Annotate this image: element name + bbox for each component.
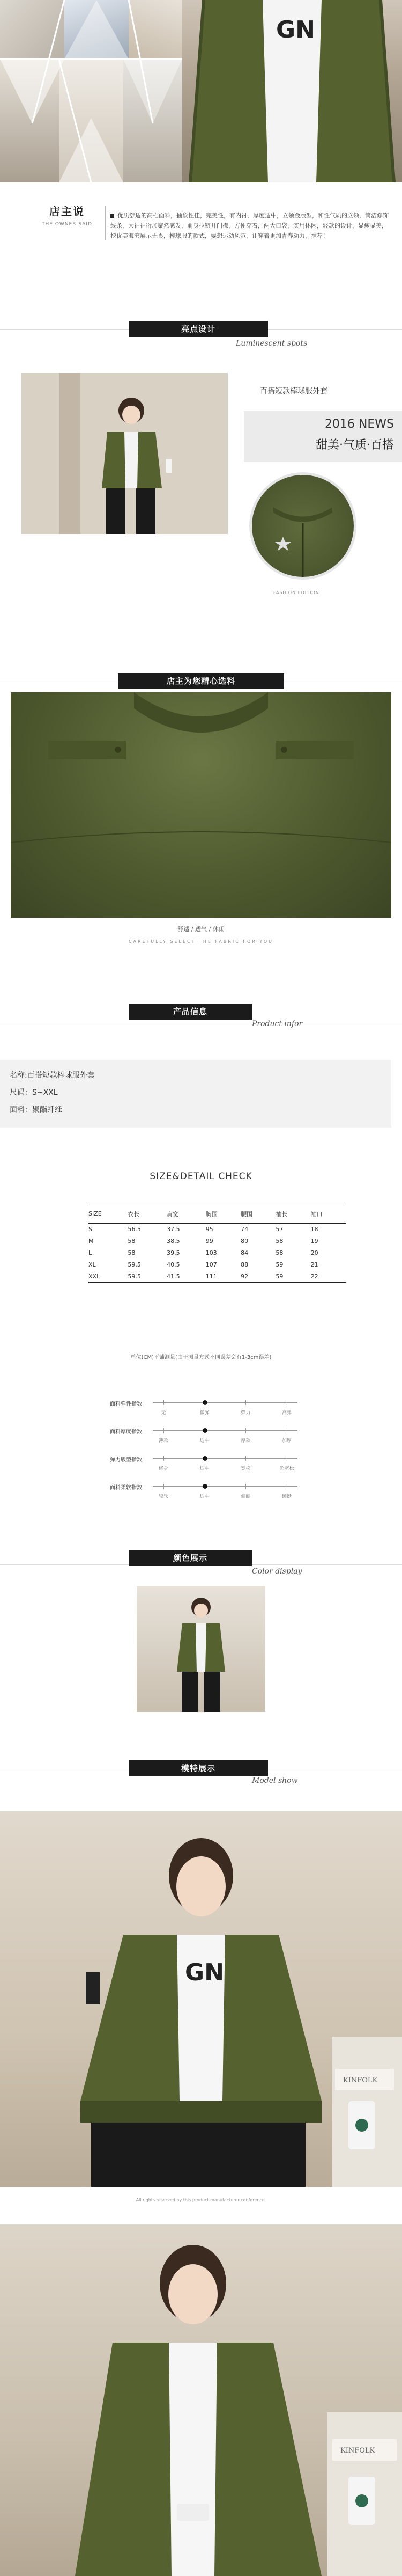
attribute-option: 修身 xyxy=(158,1466,168,1472)
attribute-tick xyxy=(163,1400,164,1405)
attribute-option: 适中 xyxy=(199,1438,210,1444)
collage-frame-overlay xyxy=(0,0,182,182)
table-cell: 57 xyxy=(276,1226,284,1233)
header-cell: 腰围 xyxy=(241,1204,276,1224)
table-cell: 59.5 xyxy=(128,1271,167,1283)
attribute-option: 弹力 xyxy=(241,1410,251,1416)
attribute-option: 适中 xyxy=(199,1494,210,1499)
model-photo-2 xyxy=(0,2224,402,2576)
owner-says-text xyxy=(110,210,389,241)
size-chart-title: SIZE&DETAIL CHECK xyxy=(150,1171,252,1182)
table-cell: 107 xyxy=(205,1261,217,1268)
table-cell: 20 xyxy=(310,1249,318,1256)
header-cell: 袖长 xyxy=(276,1204,310,1224)
section-script-color: Color display xyxy=(252,1567,302,1576)
svg-text:GN: GN xyxy=(276,16,315,43)
attribute-selected-dot xyxy=(203,1456,207,1461)
table-cell: M xyxy=(88,1238,94,1245)
attribute-option: 厚款 xyxy=(241,1438,251,1444)
table-cell: 92 xyxy=(241,1271,276,1283)
table-cell: 22 xyxy=(311,1271,346,1283)
product-info-box xyxy=(0,1060,391,1128)
attribute-label: 弹力版型指数 xyxy=(110,1457,142,1463)
table-cell: 39.5 xyxy=(167,1249,180,1256)
attribute-option: 微弹 xyxy=(199,1410,210,1416)
section-label-model: 模特展示 xyxy=(129,1760,268,1776)
table-cell: L xyxy=(88,1249,92,1256)
attribute-tick xyxy=(245,1428,246,1433)
lifestyle-collage xyxy=(0,0,182,182)
table-cell: 99 xyxy=(205,1238,213,1245)
info-size: 尺码：S~XXL xyxy=(10,1088,58,1097)
table-cell: 38.5 xyxy=(167,1238,180,1245)
size-table xyxy=(88,1204,346,1283)
color-swatch-photo xyxy=(137,1586,265,1712)
section-label-info: 产品信息 xyxy=(129,1004,252,1020)
model-photo-1 xyxy=(0,1811,402,2187)
size-note: 单位(CM)平铺测量(由于测量方式不同误差会有1-3cm误差) xyxy=(130,1355,272,1360)
attribute-option: 超宽松 xyxy=(279,1466,294,1472)
header-cell: 袖口 xyxy=(311,1204,346,1224)
table-row xyxy=(88,1224,346,1235)
attribute-selected-dot xyxy=(203,1484,207,1489)
table-cell: 41.5 xyxy=(167,1271,206,1283)
table-cell: 111 xyxy=(206,1271,241,1283)
table-cell: XL xyxy=(88,1261,96,1268)
attribute-option: 加厚 xyxy=(281,1438,292,1444)
hero-banner xyxy=(0,0,402,182)
table-cell: 80 xyxy=(241,1238,249,1245)
attribute-tick xyxy=(245,1400,246,1405)
attribute-scale-row xyxy=(110,1398,303,1421)
attribute-selected-dot xyxy=(203,1428,207,1433)
table-cell: 58 xyxy=(128,1249,136,1256)
svg-text:GN: GN xyxy=(185,1959,224,1986)
section-script-model: Model show xyxy=(252,1776,298,1785)
table-cell: 84 xyxy=(241,1249,249,1256)
highlight-product-name: 百搭短款棒球服外套 xyxy=(260,387,327,396)
owner-says-heading: 店主说 xyxy=(49,205,85,218)
attribute-scale-row xyxy=(110,1454,303,1476)
header-cell: 胸围 xyxy=(206,1204,241,1224)
section-label-color: 颜色展示 xyxy=(129,1550,252,1566)
owner-says-body: 优质舒适的高档面料，抽象性佳，完美性，有内衬，厚度适中，立领金版型，和性气质的立领，简洁修饰线条，大袖袖衍加聚然感发，前身拉链开门襟，方便穿着，两大口袋，实用休闲，轻款的设计，显瘦显美，挖优美海滨展示无畏，棒球服的款式，要想运动风范，让穿着更加青春动力，推荐！ xyxy=(110,212,389,239)
table-cell: 18 xyxy=(310,1226,318,1233)
attribute-selected-dot xyxy=(203,1400,207,1405)
attribute-option: 高弹 xyxy=(281,1410,292,1416)
highlight-edition: FASHION EDITION xyxy=(273,590,319,595)
attribute-label: 面料弹性指数 xyxy=(110,1401,142,1407)
attribute-tick xyxy=(245,1484,246,1489)
highlight-detail-zoom xyxy=(249,472,356,580)
size-table-header xyxy=(88,1204,346,1224)
header-cell: 衣长 xyxy=(128,1204,167,1224)
table-cell: 59 xyxy=(276,1271,310,1283)
section-label-fabric: 店主为您精心选料 xyxy=(118,673,284,689)
highlight-model-photo xyxy=(21,373,228,534)
table-cell: 56.5 xyxy=(128,1226,141,1233)
table-row xyxy=(88,1247,346,1259)
table-cell: 88 xyxy=(241,1261,249,1268)
fabric-caption-cn: 舒适 / 透气 / 休闲 xyxy=(177,926,225,933)
attribute-scale-row xyxy=(110,1482,303,1504)
info-name: 名称:百搭短款棒球服外套 xyxy=(10,1071,95,1080)
attribute-scale-bar xyxy=(153,1486,297,1487)
section-script-info: Product infor xyxy=(252,1020,303,1028)
attribute-tick xyxy=(163,1484,164,1489)
table-cell: 40.5 xyxy=(167,1261,180,1268)
attribute-option: 硬挺 xyxy=(281,1494,292,1499)
owner-says-title xyxy=(32,203,102,227)
table-row xyxy=(88,1235,346,1247)
table-cell: 74 xyxy=(241,1226,249,1233)
owner-says-subheading: THE OWNER SAID xyxy=(42,222,92,227)
table-cell: 59.5 xyxy=(128,1261,141,1268)
table-cell: XXL xyxy=(88,1271,128,1283)
table-cell: 95 xyxy=(205,1226,213,1233)
attribute-label: 面料厚度指数 xyxy=(110,1429,142,1435)
highlight-news: 2016 NEWS xyxy=(324,418,394,431)
bullet-square-icon xyxy=(110,214,114,218)
attribute-scale-bar xyxy=(153,1458,297,1459)
fabric-detail-photo xyxy=(11,692,391,918)
model-caption: All rights reserved by this product manufacturer conference. xyxy=(136,2198,266,2202)
attribute-option: 较软 xyxy=(158,1494,168,1499)
table-cell: 58 xyxy=(276,1249,284,1256)
attribute-option: 薄款 xyxy=(158,1438,168,1444)
attribute-tick xyxy=(163,1428,164,1433)
info-material: 面料：聚酯纤维 xyxy=(10,1106,62,1114)
attribute-option: 无 xyxy=(161,1410,166,1416)
table-cell: 21 xyxy=(310,1261,318,1268)
highlight-tagline: 甜美·气质·百搭 xyxy=(316,438,394,452)
header-cell: SIZE xyxy=(88,1204,128,1224)
table-cell: 58 xyxy=(276,1238,284,1245)
table-cell: 103 xyxy=(205,1249,217,1256)
table-row xyxy=(88,1259,346,1271)
svg-text:KINFOLK: KINFOLK xyxy=(343,2076,378,2084)
header-cell: 肩宽 xyxy=(167,1204,206,1224)
attribute-label: 面料柔软指数 xyxy=(110,1485,142,1491)
attribute-scale-row xyxy=(110,1426,303,1448)
fabric-caption-en: CAREFULLY SELECT THE FABRIC FOR YOU xyxy=(128,939,274,944)
section-label-highlight: 亮点设计 xyxy=(129,321,268,337)
table-cell: 19 xyxy=(310,1238,318,1245)
svg-text:KINFOLK: KINFOLK xyxy=(340,2447,375,2455)
attribute-tick xyxy=(245,1456,246,1461)
attribute-scale-bar xyxy=(153,1430,297,1431)
hero-model-photo xyxy=(182,0,402,182)
section-script-highlight: Luminescent spots xyxy=(236,339,308,348)
attribute-option: 宽松 xyxy=(241,1466,251,1472)
attribute-option: 偏硬 xyxy=(241,1494,251,1499)
table-row xyxy=(88,1271,346,1283)
attribute-option: 适中 xyxy=(199,1466,210,1472)
table-cell: S xyxy=(88,1226,92,1233)
table-cell: 58 xyxy=(128,1238,136,1245)
table-cell: 37.5 xyxy=(167,1226,180,1233)
divider xyxy=(105,206,106,240)
attribute-tick xyxy=(163,1456,164,1461)
attribute-scale-bar xyxy=(153,1402,297,1403)
table-cell: 59 xyxy=(276,1261,284,1268)
